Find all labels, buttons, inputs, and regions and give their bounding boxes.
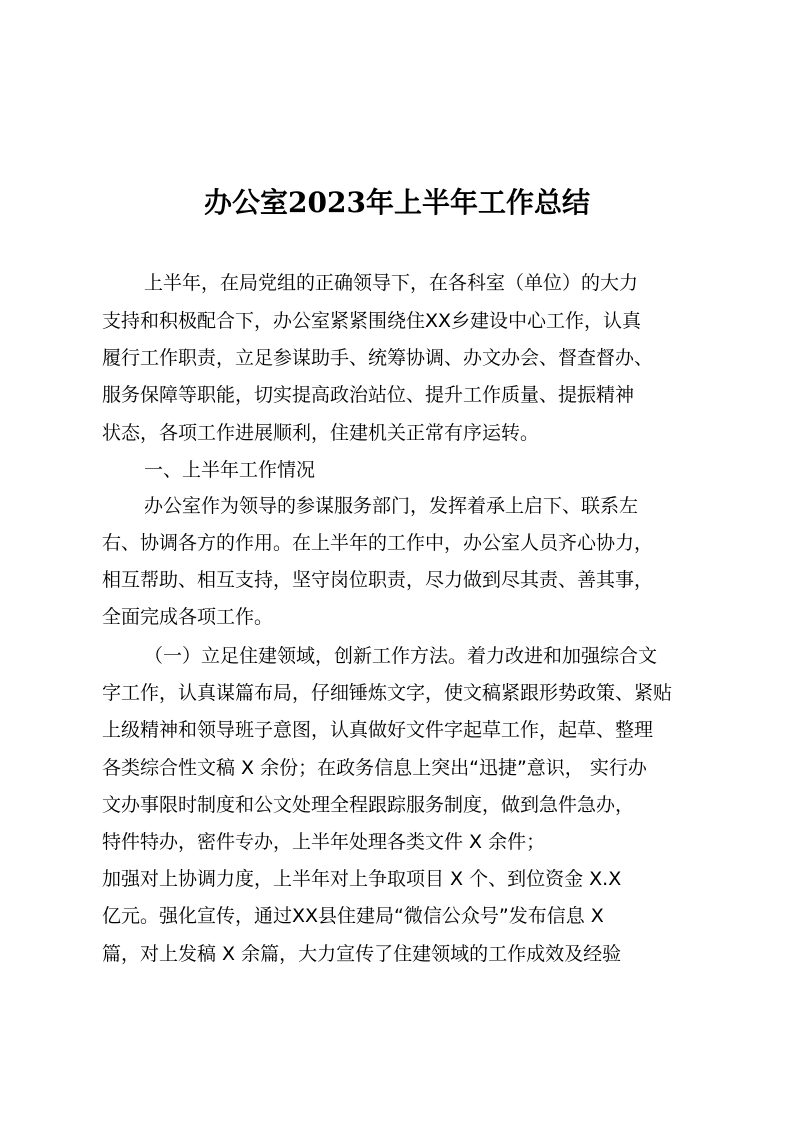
body-line: 上级精神和领导班子意图，认真做好文件字起草工作，起草、整理 bbox=[102, 719, 654, 741]
body-line: 状态，各项工作进展顺利，住建机关正常有序运转。 bbox=[102, 422, 540, 444]
body-line: 亿元。强化宣传，通过XX县住建局“微信公众号”发布信息 X bbox=[102, 905, 604, 927]
document-title: 办公室2023年上半年工作总结 bbox=[204, 186, 590, 219]
body-line: 字工作，认真谋篇布局，仔细锤炼文字，使文稿紧跟形势政策、紧贴 bbox=[102, 682, 673, 704]
body-line: 履行工作职责，立足参谋助手、统筹协调、办文办会、督查督办、 bbox=[102, 347, 654, 369]
section-heading: 一、上半年工作情况 bbox=[144, 459, 316, 481]
body-line: 服务保障等职能，切实提高政治站位、提升工作质量、提振精神 bbox=[102, 384, 635, 406]
body-line: 特件特办，密件专办，上半年处理各类文件 X 余件； bbox=[102, 831, 546, 853]
body-line: 文办事限时制度和公文处理全程跟踪服务制度，做到急件急办， bbox=[102, 794, 635, 816]
body-line: 篇，对上发稿 X 余篇，大力宣传了住建领域的工作成效及经验 bbox=[102, 943, 622, 965]
body-line: 相互帮助、相互支持，坚守岗位职责，尽力做到尽其责、善其事， bbox=[102, 569, 654, 591]
body-line: 支持和积极配合下，办公室紧紧围绕住XX乡建设中心工作，认真 bbox=[102, 310, 642, 332]
body-line: 右、协调各方的作用。在上半年的工作中，办公室人员齐心协力， bbox=[102, 532, 654, 554]
body-line: 各类综合性文稿 X 余份；在政务信息上突出“迅捷”意识， 实行办 bbox=[102, 757, 647, 779]
body-line: 全面完成各项工作。 bbox=[102, 606, 274, 628]
body-line: 办公室作为领导的参谋服务部门，发挥着承上启下、联系左 bbox=[144, 495, 639, 517]
body-line: 加强对上协调力度，上半年对上争取项目 X 个、到位资金 X.X bbox=[102, 868, 622, 890]
subsection-line: （一）立足住建领域，创新工作方法。着力改进和加强综合文 bbox=[144, 645, 658, 667]
body-line: 上半年，在局党组的正确领导下，在各科室（单位）的大力 bbox=[144, 272, 639, 294]
